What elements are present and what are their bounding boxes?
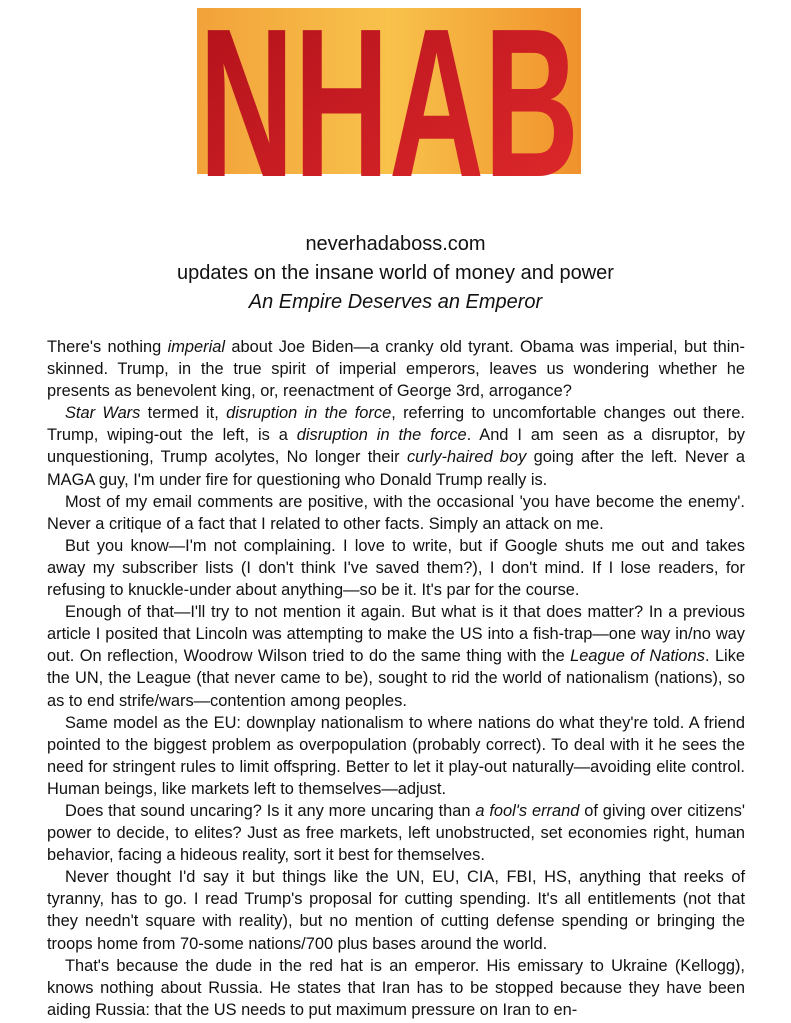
text-run: . And I am seen as a disruptor, by unquestioning, Trump acolytes, No longer their: [47, 426, 746, 467]
article-paragraph: [47, 491, 745, 535]
site-logo[interactable]: [193, 0, 585, 221]
text-run: Never thought I'd say it but things like the UN, EU, CIA, FBI, HS, anything that reeks of tyranny, has to go. I read Trump's proposal for cutting spending. It's all entitlements (not that they needn't square with reality), but no mention of cutting defense spending or bringing the troops home from 70-some nations/700 plus bases around the world.: [47, 868, 745, 953]
text-run: going after the left. Never a MAGA guy, I'm under fire for questioning who Donald Trump really is.: [47, 448, 746, 489]
italic-phrase: disruption in the force: [296, 426, 467, 445]
text-run: But you know—I'm not complaining. I love to write, but if Google shuts me out and takes away my subscriber lists (I don't think I've saved them?), I don't mind. If I lose readers, for refusing to knuckle-under about anything—so be it. It's par for the course.: [47, 536, 745, 600]
article-body: [47, 336, 745, 1021]
italic-phrase: Star Wars: [65, 404, 141, 423]
text-run: That's because the dude in the red hat is an emperor. His emissary to Ukraine (Kellogg), knows nothing about Russia. He states that Iran has to be stopped because they have been aiding Russia: that the US needs to put maximum pressure on Iran to en-: [47, 956, 745, 1019]
text-run: about Joe Biden—a cranky old tyrant. Obama was imperial, but thin-skinned. Trump, in the true spirit of imperial emperors, leaves us wondering whether he presents as benevolent king, or, reenactment of George 3rd, arrogance?: [47, 338, 745, 401]
italic-phrase: League of Nations: [570, 647, 705, 666]
article-title: An Empire Deserves an Emperor: [248, 291, 543, 313]
site-domain: neverhadaboss.com: [305, 233, 486, 255]
text-run: Most of my email comments are positive, with the occasional 'you have become the enemy'. Never a critique of a fact that I related to other facts. Simply an attack on me.: [47, 492, 745, 533]
masthead: [0, 230, 791, 317]
article-paragraph: [47, 535, 745, 601]
article-paragraph: [47, 712, 745, 800]
italic-phrase: imperial: [167, 338, 226, 356]
italic-phrase: curly-haired boy: [406, 448, 527, 467]
logo-image: [193, 0, 585, 221]
article-paragraph: [47, 336, 745, 402]
article-paragraph: [47, 866, 745, 954]
text-run: There's nothing: [47, 338, 168, 356]
article-paragraph: [47, 402, 745, 490]
article-paragraph: [47, 800, 745, 866]
italic-phrase: a fool's errand: [475, 801, 580, 820]
text-run: , referring to uncomfortable changes out there. Trump, wiping-out the left, is a: [47, 404, 745, 445]
logo-lettering: NHAB: [199, 0, 579, 221]
site-tagline: updates on the insane world of money and power: [177, 262, 614, 284]
text-run: Does that sound uncaring? Is it any more uncaring than: [65, 801, 476, 820]
text-run: of giving over citizens' power to decide, to elites? Just as free markets, left unobstructed, set economies right, human behavior, facing a hideous reality, sort it best for themselves.: [47, 801, 745, 865]
article-paragraph: [47, 955, 745, 1021]
text-run: . Like the UN, the League (that never came to be), sought to rid the world of nationalism (nations), so as to end strife/wars—contention among peoples.: [47, 647, 746, 710]
text-run: Same model as the EU: downplay nationalism to where nations do what they're told. A friend pointed to the biggest problem as overpopulation (probably correct). To deal with it he sees the need for stringent rules to limit offspring. Better to let it play-out naturally—avoiding elite control. Human beings, like markets left to themselves—adjust.: [47, 713, 745, 798]
article-paragraph: [47, 601, 745, 711]
text-run: termed it,: [140, 404, 227, 423]
text-run: Enough of that—I'll try to not mention it again. But what is it that does matter? In a previous article I posited that Lincoln was attempting to make the US into a fish-trap—one way in/no way out. On reflection, Woodrow Wilson tried to do the same thing with the: [47, 603, 745, 666]
italic-phrase: disruption in the force: [226, 404, 392, 423]
